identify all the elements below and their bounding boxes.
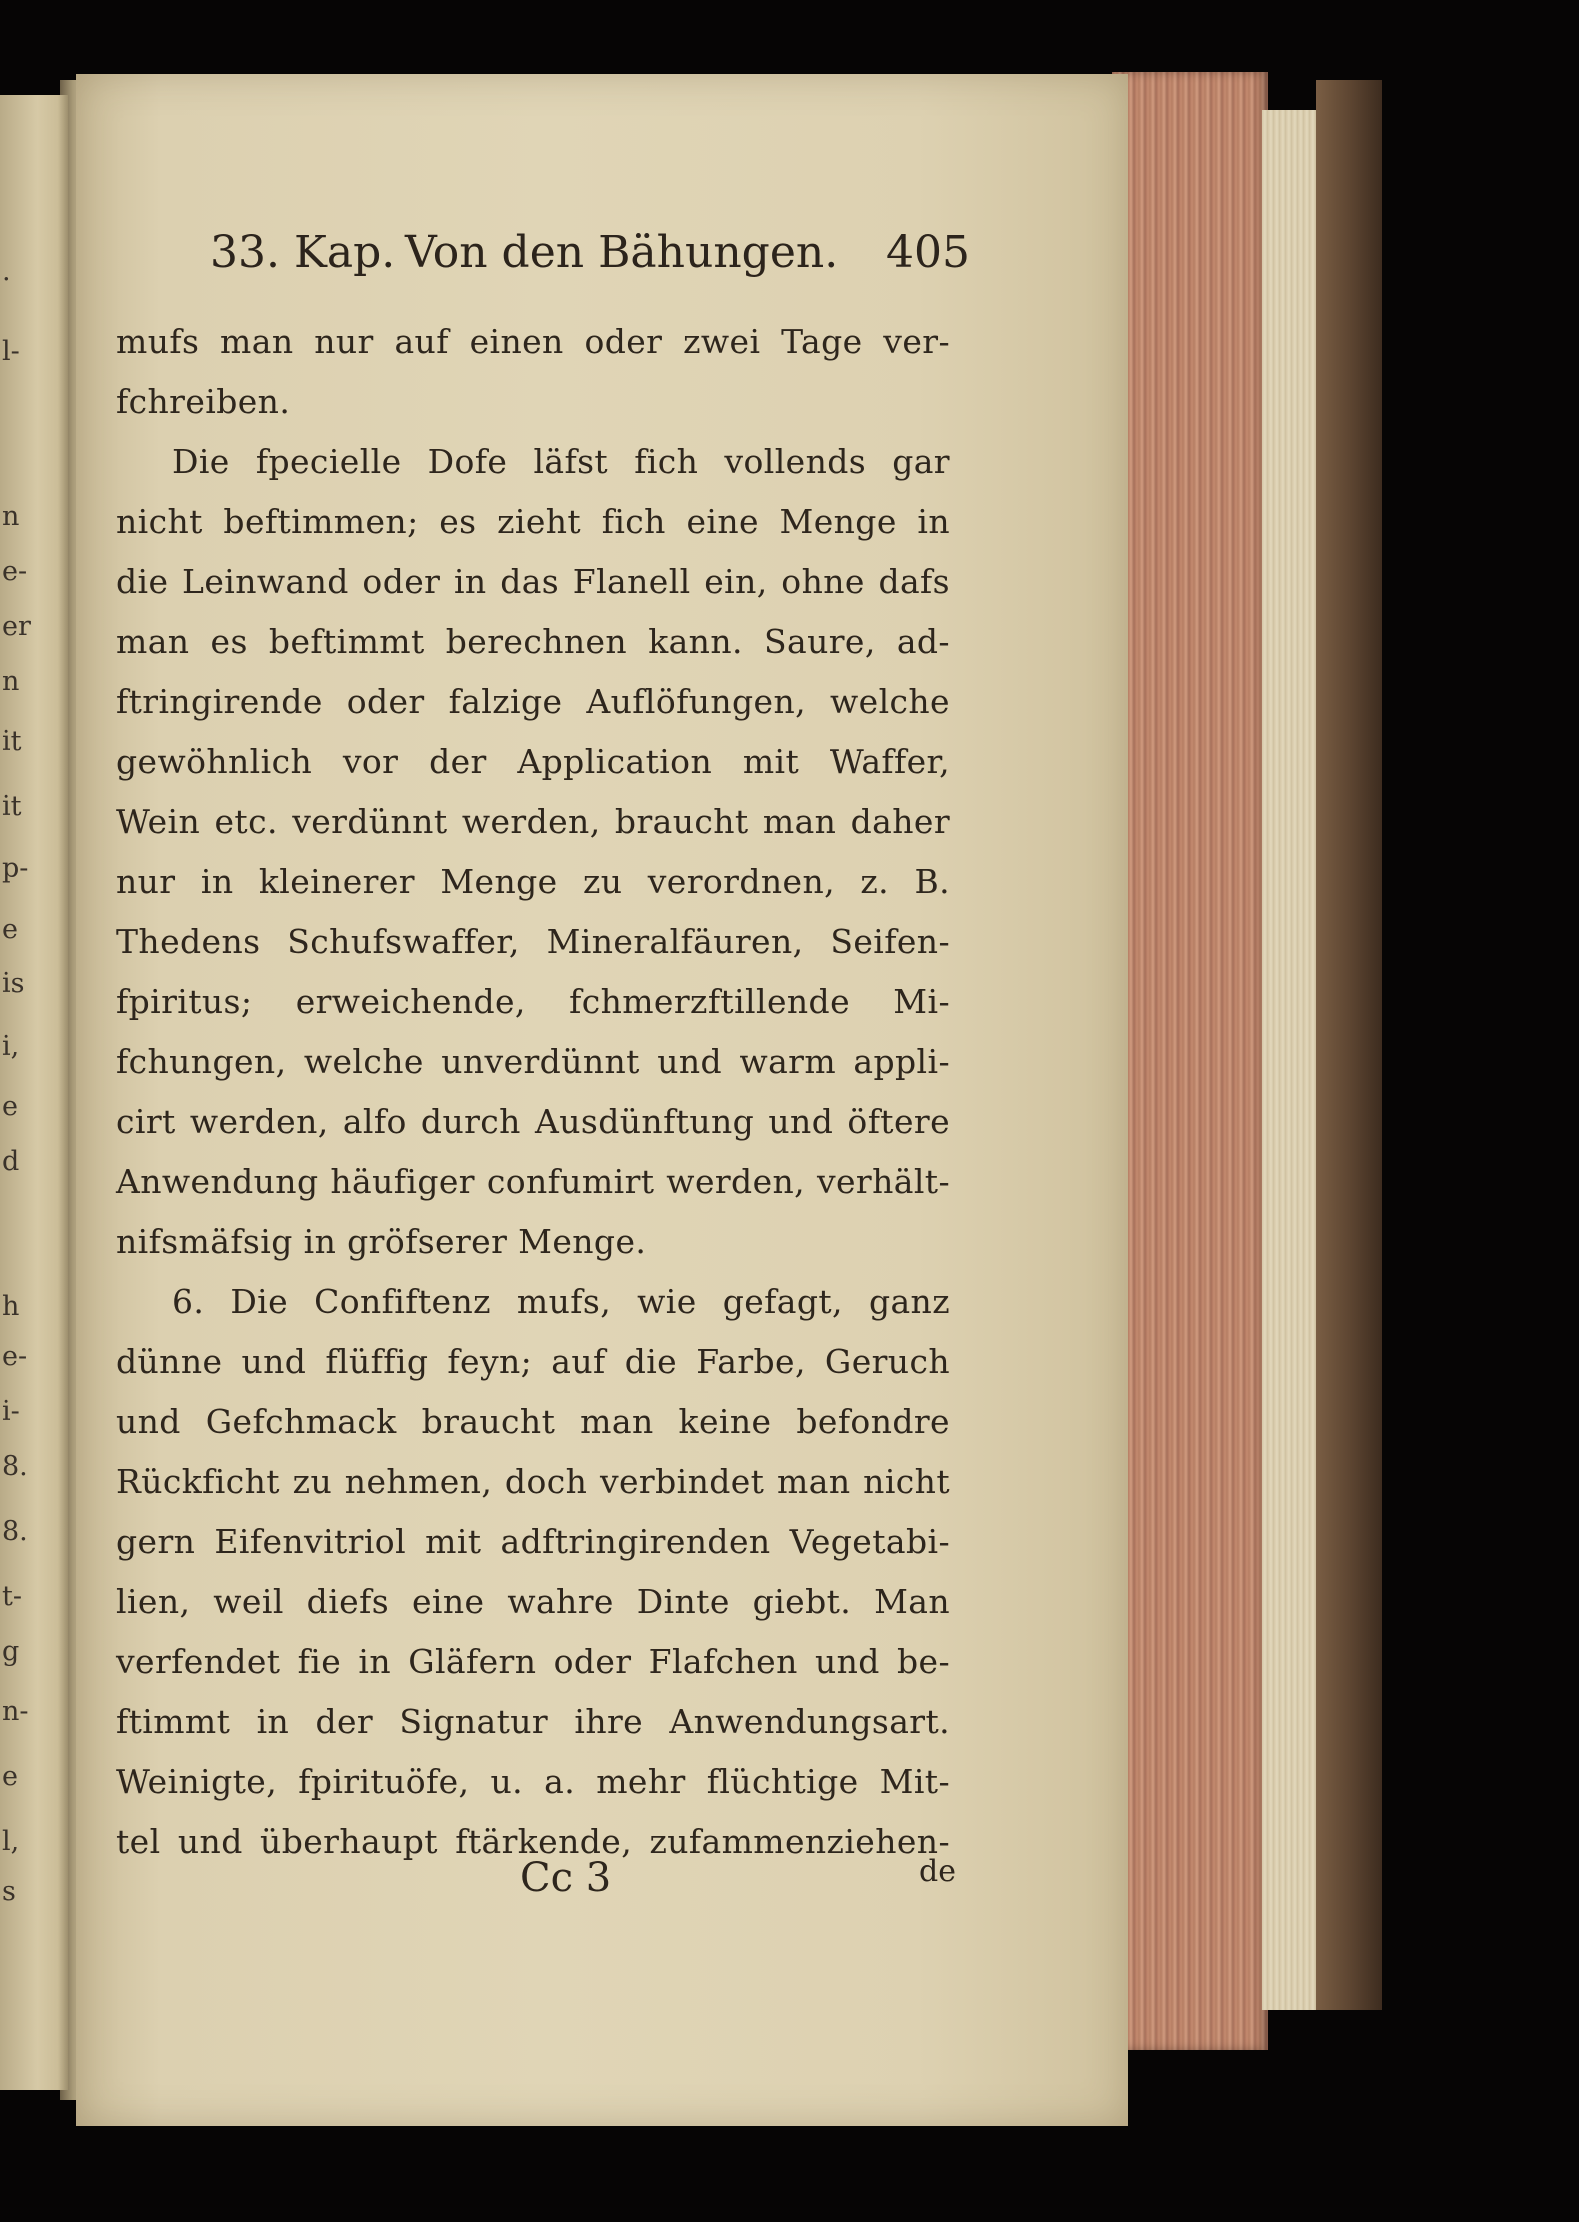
text-line: Anwendung häufiger confumirt werden, verhält-	[116, 1162, 950, 1201]
text-line: und Gefchmack braucht man keine befondre	[116, 1402, 950, 1441]
facing-page-fragment: l-	[2, 336, 20, 367]
text-line: mufs man nur auf einen oder zwei Tage ver-	[116, 322, 950, 361]
facing-page-fragment: i-	[2, 1396, 20, 1427]
text-line: verfendet fie in Gläfern oder Flafchen und be-	[116, 1642, 950, 1681]
facing-page-fragment: e	[2, 1091, 18, 1122]
text-line: Rückficht zu nehmen, doch verbindet man nicht	[116, 1462, 950, 1501]
page-block-inner-edge	[1262, 110, 1320, 2010]
text-line: Die fpecielle Dofe läfst fich vollends gar	[172, 442, 950, 481]
catchword: de	[919, 1854, 956, 1889]
facing-page-fragment: .	[2, 256, 11, 287]
text-line: ftimmt in der Signatur ihre Anwendungsart.	[116, 1702, 950, 1741]
text-line: Weinigte, fpirituöfe, u. a. mehr flüchtige Mit-	[116, 1762, 950, 1801]
facing-page-fragment: p-	[2, 853, 29, 884]
facing-page-fragment: e-	[2, 556, 28, 587]
text-line: fchreiben.	[116, 382, 291, 421]
text-line: dünne und flüffig feyn; auf die Farbe, Geruch	[116, 1342, 950, 1381]
page-number: 405	[886, 227, 970, 278]
book-cover-edge	[1316, 80, 1382, 2010]
facing-page-fragment: is	[2, 968, 25, 999]
text-line: Wein etc. verdünnt werden, braucht man daher	[116, 802, 950, 841]
text-line: nifsmäfsig in gröfserer Menge.	[116, 1222, 647, 1261]
facing-page-fragment: it	[2, 726, 22, 757]
text-line: nur in kleinerer Menge zu verordnen, z. B.	[116, 862, 950, 901]
facing-page-fragment: d	[2, 1146, 20, 1177]
facing-page-fragment: 8.	[2, 1516, 28, 1547]
text-line: 6. Die Confiftenz mufs, wie gefagt, ganz	[172, 1282, 950, 1321]
page-block-edge	[1112, 72, 1268, 2050]
facing-page-fragment: it	[2, 791, 22, 822]
chapter-label: 33. Kap.	[210, 227, 396, 278]
facing-page-fragment: t-	[2, 1581, 22, 1612]
facing-page-fragment: er	[2, 611, 31, 642]
facing-page-fragment: h	[2, 1291, 20, 1322]
text-line: cirt werden, alfo durch Ausdünftung und öftere	[116, 1102, 950, 1141]
text-line: ftringirende oder falzige Auflöfungen, welche	[116, 682, 950, 721]
running-title: Von den Bähungen.	[405, 227, 839, 278]
text-line: man es beftimmt berechnen kann. Saure, ad-	[116, 622, 950, 661]
signature-mark: Cc 3	[520, 1855, 612, 1901]
facing-page-fragment: s	[2, 1876, 16, 1907]
text-line: nicht beftimmen; es zieht fich eine Menge in	[116, 502, 950, 541]
running-header	[210, 218, 970, 288]
text-line: gern Eifenvitriol mit adftringirenden Vegetabi-	[116, 1522, 950, 1561]
text-line: fpiritus; erweichende, fchmerzftillende Mi-	[116, 982, 950, 1021]
facing-page-fragment: e-	[2, 1341, 28, 1372]
facing-page-edge	[0, 95, 68, 2090]
facing-page-fragment: n-	[2, 1696, 29, 1727]
facing-page-fragment: n	[2, 501, 20, 532]
text-line: tel und überhaupt ftärkende, zufammenziehen-	[116, 1822, 950, 1861]
facing-page-fragment: e	[2, 914, 18, 945]
facing-page-fragment: n	[2, 666, 20, 697]
facing-page-fragment: l,	[2, 1826, 20, 1857]
facing-page-fragment: e	[2, 1761, 18, 1792]
text-line: die Leinwand oder in das Flanell ein, ohne dafs	[116, 562, 950, 601]
text-line: Thedens Schufswaffer, Mineralfäuren, Seifen-	[116, 922, 950, 961]
text-line: fchungen, welche unverdünnt und warm appli-	[116, 1042, 950, 1081]
text-line: gewöhnlich vor der Application mit Waffer,	[116, 742, 950, 781]
body-text	[116, 312, 950, 1872]
facing-page-fragment: i,	[2, 1031, 20, 1062]
facing-page-fragment: 8.	[2, 1451, 28, 1482]
book-page	[76, 74, 1128, 2126]
text-line: lien, weil diefs eine wahre Dinte giebt. Man	[116, 1582, 950, 1621]
facing-page-fragment: g	[2, 1636, 20, 1667]
